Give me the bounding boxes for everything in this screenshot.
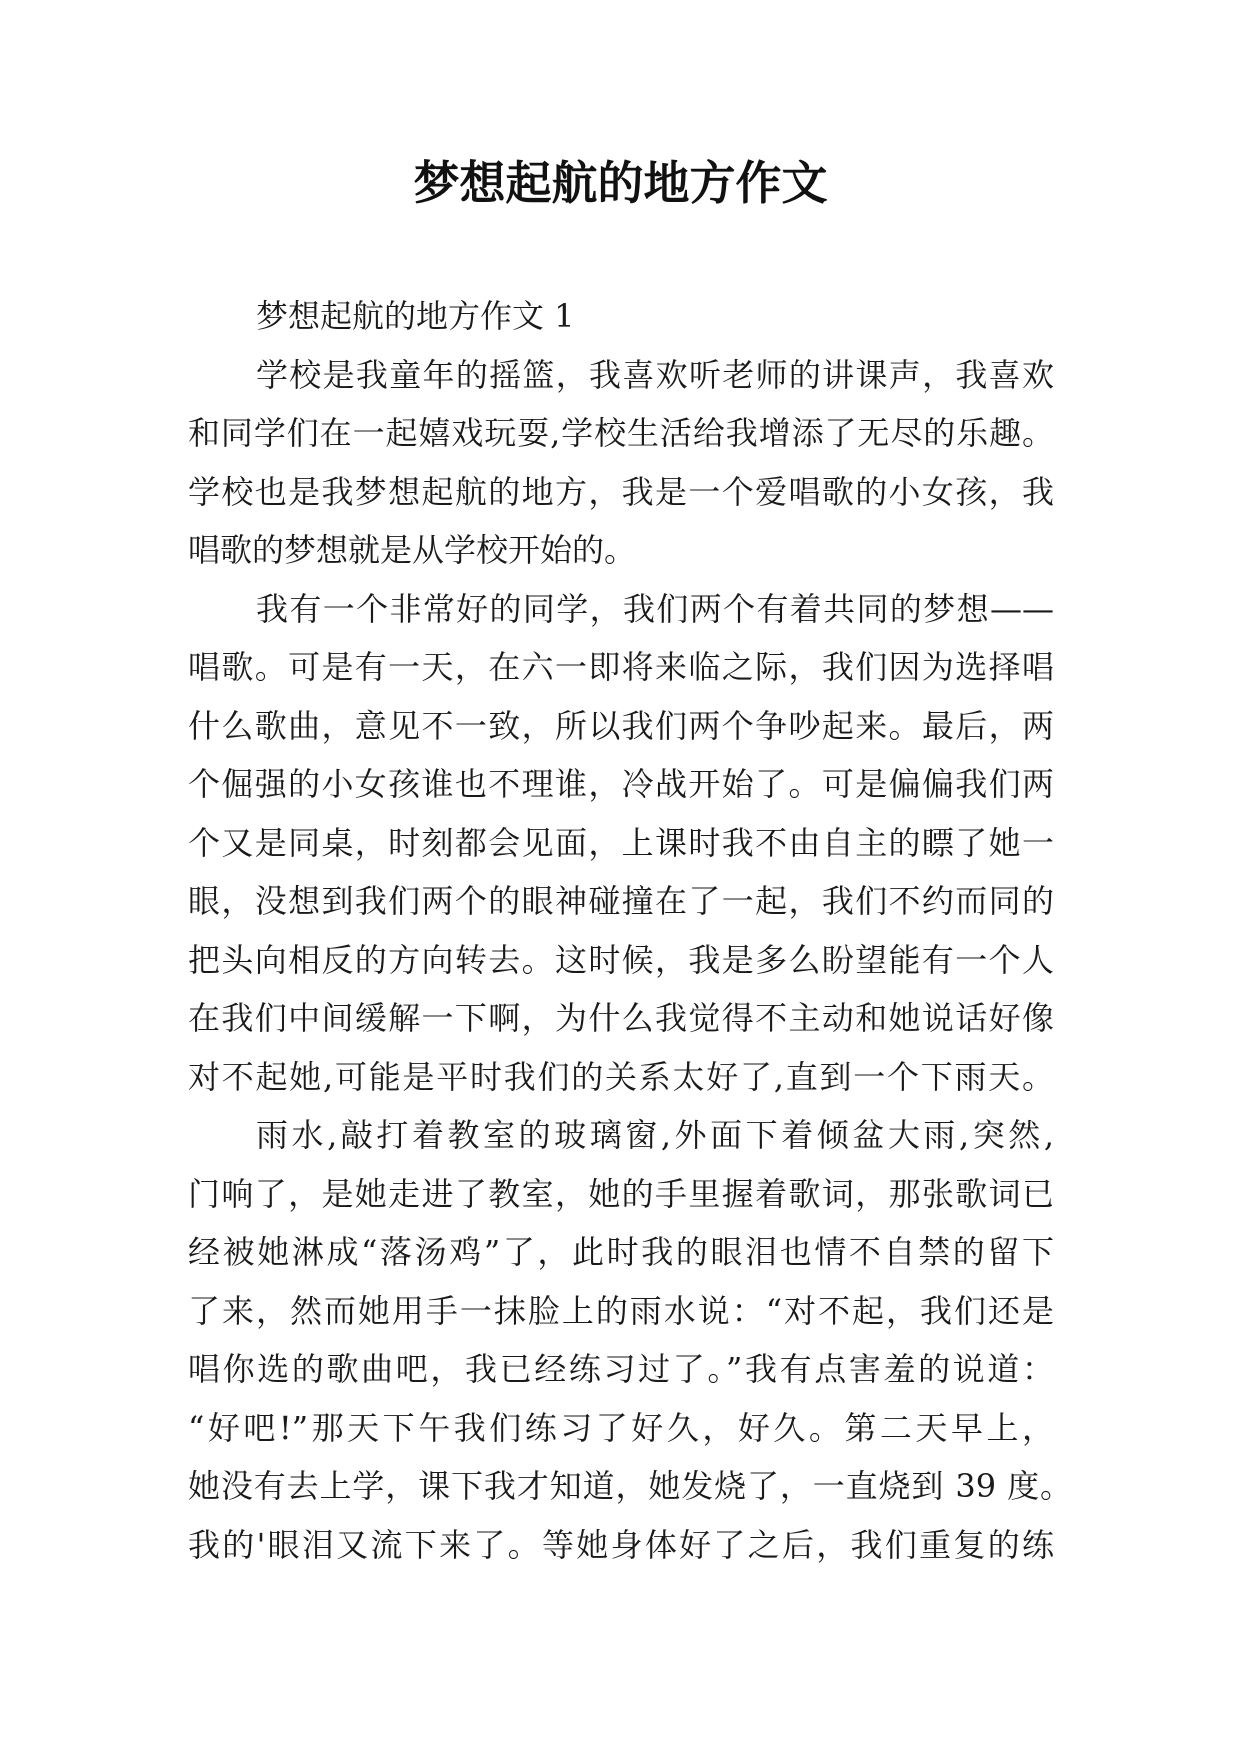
paragraph-line: 了来，然而她用手一抹脸上的雨水说：“对不起，我们还是 — [188, 1291, 1054, 1330]
page-title: 梦想起航的地方作文 — [413, 156, 828, 210]
paragraph-line: 眼，没想到我们两个的眼神碰撞在了一起，我们不约而同的 — [188, 882, 1054, 920]
paragraph-1 — [188, 346, 1054, 580]
paragraph-line: 个又是同桌，时刻都会见面，上课时我不由自主的瞟了她一 — [188, 823, 1054, 862]
paragraph-line: 和同学们在一起嬉戏玩耍,学校生活给我增添了无尽的乐趣。 — [188, 414, 1054, 452]
paragraph-2 — [188, 580, 1054, 1107]
paragraph-line: 把头向相反的方向转去。这时候，我是多么盼望能有一个人 — [188, 940, 1054, 979]
paragraph-line: 我的'眼泪又流下来了。等她身体好了之后，我们重复的练 — [188, 1525, 1054, 1564]
paragraph-line: 经被她淋成“落汤鸡”了，此时我的眼泪也情不自禁的留下 — [188, 1233, 1054, 1271]
paragraph-line: 学校也是我梦想起航的地方，我是一个爱唱歌的小女孩，我 — [188, 472, 1054, 511]
paragraph-line: 她没有去上学，课下我才知道，她发烧了，一直烧到 39 度。 — [188, 1467, 1072, 1505]
paragraph-line: 学校是我童年的摇篮，我喜欢听老师的讲课声，我喜欢 — [256, 355, 1054, 394]
paragraph-3 — [188, 1106, 1072, 1574]
paragraph-line: 雨水,敲打着教室的玻璃窗,外面下着倾盆大雨,突然, — [256, 1116, 1054, 1154]
document-body — [188, 287, 1072, 1574]
paragraph-line: 唱歌的梦想就是从学校开始的。 — [188, 531, 637, 569]
paragraph-line: 唱你选的歌曲吧，我已经练习过了。”我有点害羞的说道： — [188, 1350, 1054, 1388]
paragraph-line: 在我们中间缓解一下啊，为什么我觉得不主动和她说话好像 — [188, 999, 1054, 1037]
paragraph-line: 什么歌曲，意见不一致，所以我们两个争吵起来。最后，两 — [188, 706, 1054, 745]
paragraph-line: 我有一个非常好的同学，我们两个有着共同的梦想—— — [256, 589, 1054, 628]
paragraph-line: 对不起她,可能是平时我们的关系太好了,直到一个下雨天。 — [188, 1057, 1054, 1096]
paragraph-line: 个倔强的小女孩谁也不理谁，冷战开始了。可是偏偏我们两 — [188, 765, 1054, 803]
paragraph-line: 唱歌。可是有一天，在六一即将来临之际，我们因为选择唱 — [188, 648, 1054, 686]
paragraph-line: “好吧!”那天下午我们练习了好久，好久。第二天早上， — [188, 1408, 1054, 1447]
paragraph-line: 门响了，是她走进了教室，她的手里握着歌词，那张歌词已 — [188, 1174, 1054, 1213]
section-heading: 梦想起航的地方作文 1 — [256, 297, 575, 335]
